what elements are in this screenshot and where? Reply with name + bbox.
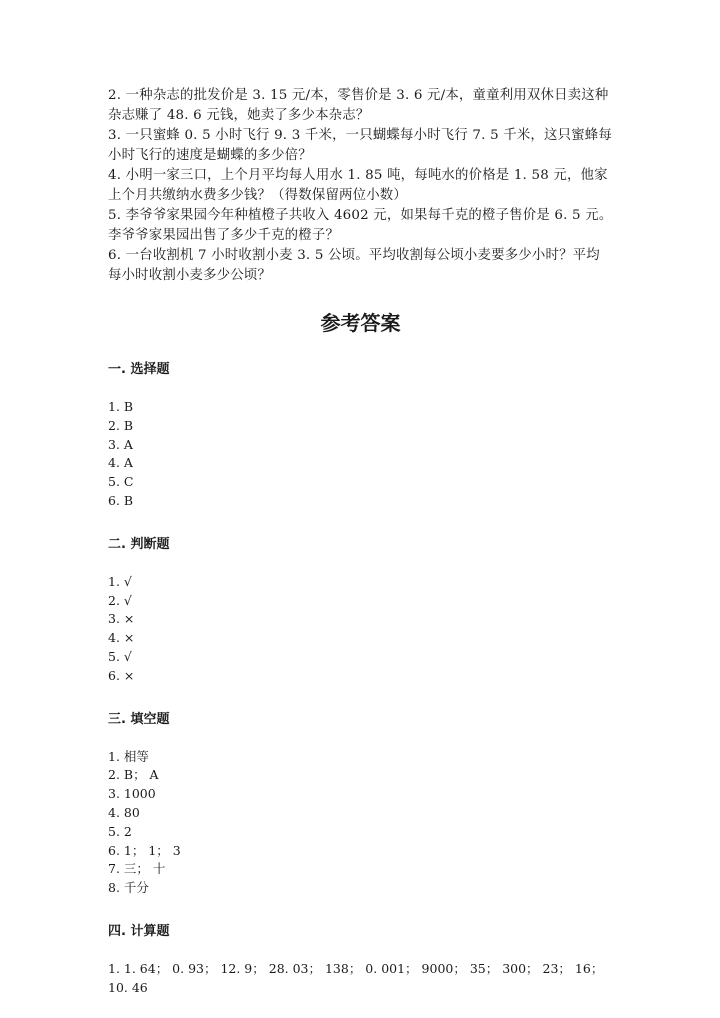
answer-item: 4. 80 (108, 804, 140, 820)
answer-item: 1. 1. 64； 0. 93； 12. 9； 28. 03； 138； 0. 001； 9000； 35； 300； 23； 16； 10. 46 (108, 960, 604, 995)
answer-item: 2. √ (108, 592, 132, 608)
section-heading-choice: 一. 选择题 (108, 362, 170, 377)
answer-item: 4. × (108, 630, 135, 646)
answer-item: 1. B (108, 399, 134, 414)
problem-4: 4. 小明一家三口，上个月平均每人用水 1. 85 吨，每吨水的价格是 1. 58 元，他家上个月共缴纳水费多少钱？（得数保留两位小数） (108, 168, 608, 203)
problem-2: 2. 一种杂志的批发价是 3. 15 元/本，零售价是 3. 6 元/本，童童利用双休日卖这种杂志赚了 48. 6 元钱，她卖了多少本杂志？ (108, 88, 609, 123)
answer-list-judge (108, 573, 613, 686)
answer-item: 1. √ (108, 573, 132, 589)
answer-item: 4. A (108, 455, 133, 471)
document-page (108, 86, 613, 998)
section-heading-fill-blank: 三. 填空题 (108, 711, 170, 727)
answer-item: 5. 2 (108, 823, 132, 839)
answer-item: 3. A (108, 436, 133, 452)
answer-item: 2. B； A (108, 767, 159, 783)
answer-item: 3. × (108, 611, 135, 627)
answer-item: 5. √ (108, 648, 132, 664)
answer-list-calculation (108, 960, 613, 998)
answer-list-fill-blank (108, 748, 613, 898)
answer-item: 1. 相等 (108, 748, 149, 764)
answer-item: 5. C (108, 474, 134, 490)
answer-list-choice (108, 398, 613, 511)
answer-item: 3. 1000 (108, 786, 156, 802)
section-choice (108, 360, 613, 511)
answer-item: 6. B (108, 492, 134, 508)
problem-6: 6. 一台收割机 7 小时收割小麦 3. 5 公顷。平均收割每公顷小麦要多少小时？平均每小时收割小麦多少公顷？ (108, 248, 600, 283)
problem-5: 5. 李爷爷家果园今年种植橙子共收入 4602 元，如果每千克的橙子售价是 6. 5 元。李爷爷家果园出售了多少千克的橙子？ (108, 208, 613, 243)
answer-item: 6. 1； 1； 3 (108, 842, 181, 858)
answer-item: 6. × (108, 667, 135, 683)
section-calculation (108, 922, 613, 998)
answer-item: 8. 千分 (108, 880, 149, 896)
section-judge (108, 535, 613, 686)
section-heading-judge: 二. 判断题 (108, 536, 170, 552)
problem-3: 3. 一只蜜蜂 0. 5 小时飞行 9. 3 千米，一只蝴蝶每小时飞行 7. 5 千米，这只蜜蜂每小时飞行的速度是蝴蝶的多少倍？ (108, 128, 612, 163)
section-heading-calculation: 四. 计算题 (108, 923, 170, 939)
answer-key-title: 参考答案 (320, 311, 401, 335)
word-problems (108, 86, 613, 286)
answer-item: 2. B (108, 417, 134, 433)
section-fill-blank (108, 710, 613, 898)
answer-item: 7. 三； 十 (108, 861, 166, 877)
